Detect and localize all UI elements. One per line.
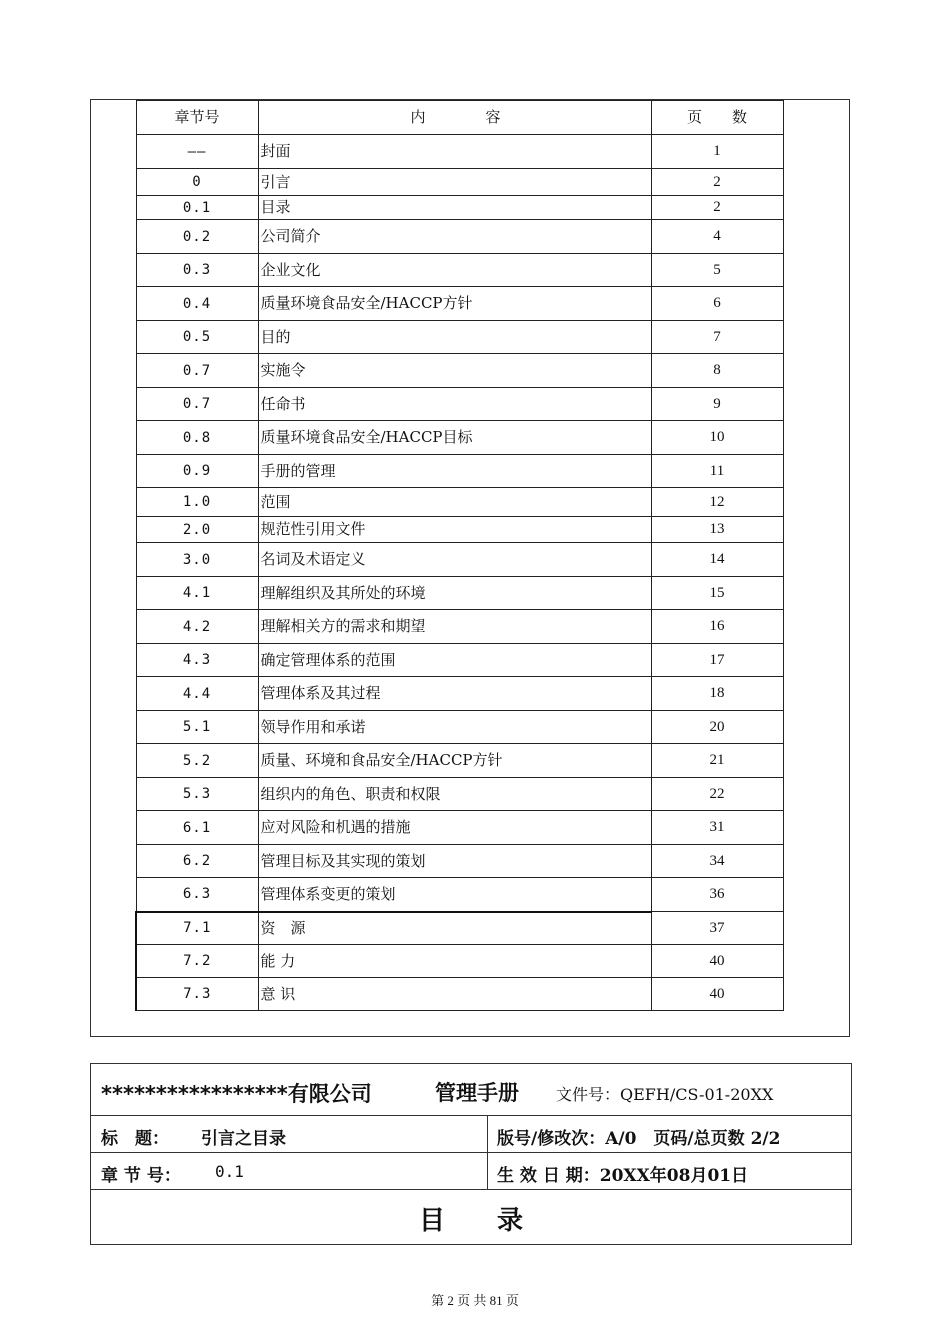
page-footer: 第 2 页 共 81 页 [431, 1293, 519, 1308]
toc-section-title: 质量环境食品安全/HACCP目标 [258, 421, 651, 455]
toc-section-number: 0.8 [136, 421, 258, 455]
toc-section-number: 0.7 [136, 388, 258, 421]
toc-section-title: 企业文化 [258, 254, 651, 287]
toc-row [136, 488, 783, 517]
toc-section-number: 3.0 [136, 543, 258, 577]
toc-section-title: 管理体系及其过程 [258, 677, 651, 711]
toc-section-title: 管理体系变更的策划 [258, 878, 651, 912]
header-row-section [91, 1153, 851, 1190]
toc-page-number: 31 [651, 811, 783, 845]
toc-section-number: 6.1 [136, 811, 258, 845]
toc-page-number: 40 [651, 945, 783, 978]
toc-header-row [136, 101, 783, 135]
toc-section-title: 理解相关方的需求和期望 [258, 610, 651, 644]
toc-section-number: 0.5 [136, 321, 258, 354]
toc-row [136, 912, 783, 945]
toc-row [136, 220, 783, 254]
toc-row [136, 845, 783, 878]
toc-page-number: 22 [651, 778, 783, 811]
toc-row [136, 644, 783, 677]
toc-page-number: 17 [651, 644, 783, 677]
toc-section-number: 0.4 [136, 287, 258, 321]
toc-section-title: 封面 [258, 135, 651, 169]
toc-section-number: 5.1 [136, 711, 258, 744]
header-row-title [91, 1116, 851, 1153]
toc-row [136, 711, 783, 744]
toc-section-number: 0.7 [136, 354, 258, 388]
toc-section-number: 6.3 [136, 878, 258, 912]
toc-header-page: 页 数 [651, 101, 783, 135]
toc-section-number: 4.3 [136, 644, 258, 677]
toc-page-number: 21 [651, 744, 783, 778]
toc-section-title: 范围 [258, 488, 651, 517]
manual-title: 管理手册 [435, 1081, 519, 1105]
document-number: 文件号：QEFH/CS-01-20XX [556, 1085, 774, 1104]
toc-section-number: 7.2 [136, 945, 258, 978]
toc-row [136, 945, 783, 978]
toc-section-title: 任命书 [258, 388, 651, 421]
company-name: *****************有限公司 [101, 1082, 372, 1106]
toc-page-number: 20 [651, 711, 783, 744]
toc-section-title: 理解组织及其所处的环境 [258, 577, 651, 610]
toc-page-number: 14 [651, 543, 783, 577]
title-value: 引言之目录 [201, 1129, 286, 1149]
toc-section-title: 意 识 [258, 978, 651, 1011]
toc-section-title: 组织内的角色、职责和权限 [258, 778, 651, 811]
toc-page-number: 9 [651, 388, 783, 421]
toc-section-title: 实施令 [258, 354, 651, 388]
toc-section-number: 6.2 [136, 845, 258, 878]
toc-section-number: 0.1 [136, 196, 258, 220]
toc-page-number: 5 [651, 254, 783, 287]
toc-row [136, 878, 783, 912]
section-value: 0.1 [215, 1162, 244, 1181]
toc-section-title: 手册的管理 [258, 455, 651, 488]
toc-page-number: 16 [651, 610, 783, 644]
document-header [90, 1063, 852, 1245]
toc-row [136, 135, 783, 169]
toc-row [136, 744, 783, 778]
toc-row [136, 421, 783, 455]
toc-row [136, 610, 783, 644]
toc-section-number: 5.3 [136, 778, 258, 811]
toc-page-number: 6 [651, 287, 783, 321]
toc-row [136, 677, 783, 711]
toc-page-number: 4 [651, 220, 783, 254]
toc-section-title: 名词及术语定义 [258, 543, 651, 577]
toc-section-title: 公司简介 [258, 220, 651, 254]
toc-page-number: 37 [651, 912, 783, 945]
toc-section-number: 0.2 [136, 220, 258, 254]
toc-page-number: 12 [651, 488, 783, 517]
toc-section-title: 领导作用和承诺 [258, 711, 651, 744]
toc-header-section: 章节号 [136, 101, 258, 135]
toc-page-number: 8 [651, 354, 783, 388]
toc-section-number: 4.1 [136, 577, 258, 610]
toc-page-number: 11 [651, 455, 783, 488]
toc-page-number: 2 [651, 169, 783, 196]
toc-section-title: 目的 [258, 321, 651, 354]
toc-page-number: 34 [651, 845, 783, 878]
toc-page-number: 2 [651, 196, 783, 220]
toc-section-number: 0.3 [136, 254, 258, 287]
toc-table [135, 100, 784, 1011]
toc-page-number: 36 [651, 878, 783, 912]
toc-section-number: 7.3 [136, 978, 258, 1011]
toc-section-title: 目录 [258, 196, 651, 220]
toc-section-title: 管理目标及其实现的策划 [258, 845, 651, 878]
toc-section-number: 4.4 [136, 677, 258, 711]
section-label: 章 节 号： [101, 1166, 181, 1186]
toc-page-number: 10 [651, 421, 783, 455]
toc-section-number: 0.9 [136, 455, 258, 488]
toc-section-title: 应对风险和机遇的措施 [258, 811, 651, 845]
toc-section-number: 1.0 [136, 488, 258, 517]
toc-row [136, 388, 783, 421]
toc-row [136, 778, 783, 811]
title-label: 标 题： [101, 1129, 169, 1149]
toc-row [136, 978, 783, 1011]
toc-section-title: 质量、环境和食品安全/HACCP方针 [258, 744, 651, 778]
toc-section-number: —— [136, 135, 258, 169]
toc-section-number: 7.1 [136, 912, 258, 945]
toc-page-number: 15 [651, 577, 783, 610]
toc-section-title: 规范性引用文件 [258, 517, 651, 543]
toc-row [136, 354, 783, 388]
header-divider [487, 1116, 488, 1190]
toc-row [136, 517, 783, 543]
toc-section-number: 4.2 [136, 610, 258, 644]
toc-row [136, 321, 783, 354]
toc-page-number: 18 [651, 677, 783, 711]
version-info: 版号/修改次：A/0 页码/总页数 2/2 [497, 1129, 781, 1149]
toc-row [136, 254, 783, 287]
toc-row [136, 811, 783, 845]
toc-page-number: 40 [651, 978, 783, 1011]
toc-row [136, 455, 783, 488]
header-row-company [91, 1064, 851, 1116]
toc-row [136, 577, 783, 610]
effective-date: 生 效 日 期：20XX年08月01日 [497, 1166, 749, 1186]
toc-row [136, 196, 783, 220]
header-row-heading [91, 1190, 851, 1244]
toc-page-number: 7 [651, 321, 783, 354]
toc-row [136, 169, 783, 196]
toc-section-number: 5.2 [136, 744, 258, 778]
toc-row [136, 543, 783, 577]
toc-section-title: 引言 [258, 169, 651, 196]
toc-section-title: 确定管理体系的范围 [258, 644, 651, 677]
toc-section-number: 2.0 [136, 517, 258, 543]
toc-section-title: 质量环境食品安全/HACCP方针 [258, 287, 651, 321]
toc-row [136, 287, 783, 321]
toc-section-title: 资 源 [258, 912, 651, 945]
toc-section-number: 0 [136, 169, 258, 196]
toc-section-title: 能 力 [258, 945, 651, 978]
toc-page-number: 1 [651, 135, 783, 169]
page-heading: 目 录 [418, 1206, 523, 1236]
toc-header-content: 内 容 [258, 101, 651, 135]
toc-page-number: 13 [651, 517, 783, 543]
